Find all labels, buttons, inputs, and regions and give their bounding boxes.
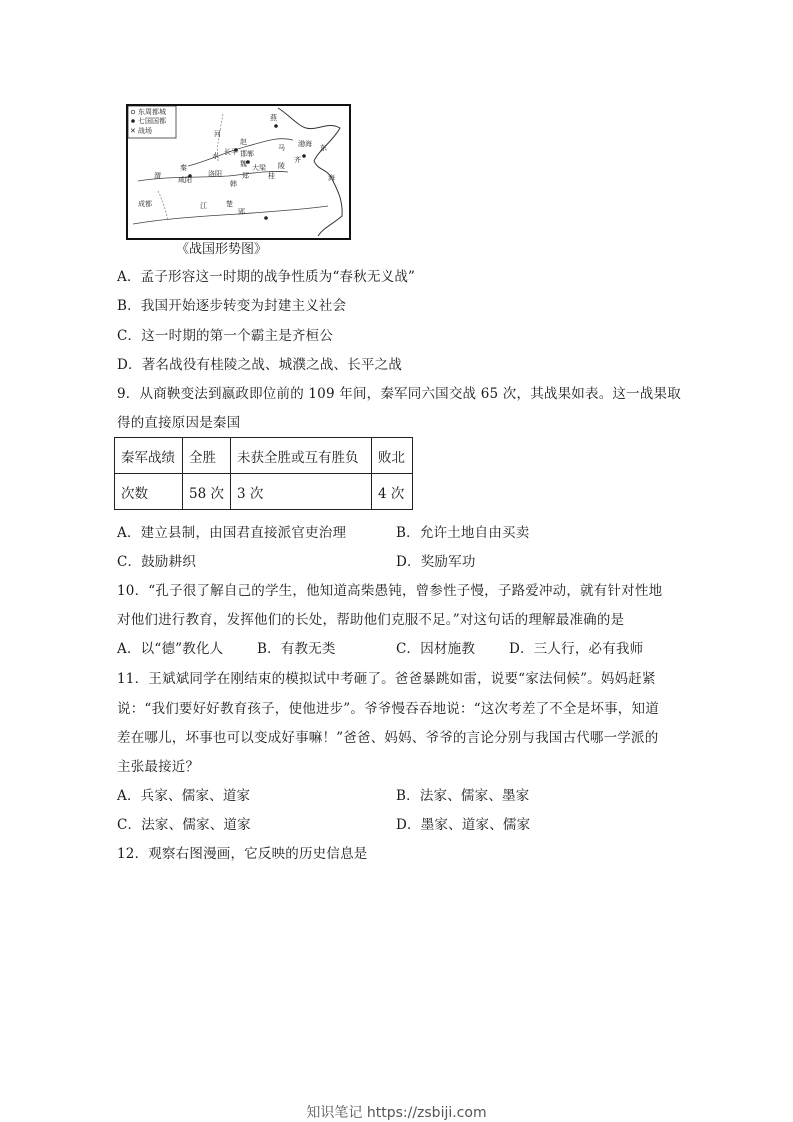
- svg-text:海: 海: [328, 174, 335, 182]
- table-cell: 58 次: [183, 474, 231, 510]
- table-row: [115, 474, 413, 510]
- svg-text:咸阳: 咸阳: [178, 176, 192, 184]
- svg-text:成都: 成都: [138, 200, 152, 208]
- q10-option-d: D．三人行，必有我师: [509, 641, 644, 657]
- q10-stem-line1: 10．“孔子很了解自己的学生，他知道高柴愚钝，曾参性子慢，子路爱冲动，就有针对性地: [117, 583, 663, 599]
- table-row: [115, 438, 413, 474]
- q9-result-table: [114, 437, 413, 510]
- map-illustration: [128, 106, 349, 238]
- svg-text:水: 水: [212, 152, 219, 160]
- q9-stem-line1: 9．从商鞅变法到嬴政即位前的 109 年间，秦军同六国交战 65 次，其战果如表。这一战果取: [117, 386, 681, 402]
- svg-text:桂: 桂: [268, 172, 275, 180]
- map-caption: 《战国形势图》: [176, 242, 268, 257]
- table-cell: 未获全胜或互有胜负: [230, 438, 371, 474]
- q10-option-c: C．因材施教: [396, 641, 476, 657]
- q9-stem-line2: 得的直接原因是秦国: [117, 415, 241, 431]
- q11-option-a: A．兵家、儒家、道家: [117, 788, 251, 804]
- q10-option-a: A．以“德”教化人: [117, 641, 224, 657]
- svg-text:河: 河: [214, 130, 221, 138]
- q11-stem-line4: 主张最接近？: [117, 759, 200, 775]
- svg-text:赵: 赵: [240, 138, 247, 146]
- svg-text:渤海: 渤海: [298, 140, 312, 148]
- q9-option-d: D．奖励军功: [396, 554, 476, 570]
- svg-text:渭: 渭: [154, 172, 161, 180]
- svg-text:邯郸: 邯郸: [240, 150, 254, 158]
- q8-option-a: A．孟子形容这一时期的战争性质为“春秋无义战”: [117, 269, 416, 285]
- svg-text:郑: 郑: [242, 172, 249, 180]
- legend-east-zhou: 东周都城: [138, 108, 166, 116]
- warring-states-map: [126, 104, 351, 240]
- q8-option-b: B．我国开始逐步转变为封建主义社会: [117, 298, 347, 314]
- svg-text:大梁: 大梁: [252, 164, 266, 172]
- svg-text:陵: 陵: [278, 162, 285, 170]
- svg-text:燕: 燕: [270, 114, 277, 122]
- legend-battlefield: 战场: [138, 127, 152, 135]
- svg-text:秦: 秦: [180, 164, 187, 172]
- q12-stem: 12．观察右图漫画，它反映的历史信息是: [117, 846, 368, 862]
- q10-option-b: B．有教无类: [257, 641, 336, 657]
- q11-option-d: D．墨家、道家、儒家: [396, 817, 531, 833]
- svg-text:洛阳: 洛阳: [208, 170, 222, 178]
- svg-text:齐: 齐: [294, 156, 301, 164]
- svg-text:魏: 魏: [240, 160, 247, 168]
- q9-option-b: B．允许土地自由买卖: [396, 525, 530, 541]
- svg-text:✕: ✕: [130, 127, 136, 135]
- footer-watermark: 知识笔记 https://zsbiji.com: [306, 1105, 487, 1121]
- svg-text:江: 江: [200, 202, 207, 210]
- svg-text:长平: 长平: [224, 148, 238, 156]
- q11-stem-line1: 11．王斌斌同学在刚结束的模拟试中考砸了。爸爸暴跳如雷，说要“家法伺候”。妈妈赶紧: [117, 671, 656, 687]
- svg-text:东: 东: [320, 144, 327, 152]
- table-cell: 全胜: [183, 438, 231, 474]
- q10-stem-line2: 对他们进行教育，发挥他们的长处，帮助他们克服不足。”对这句话的理解最准确的是: [117, 612, 625, 628]
- q11-option-c: C．法家、儒家、道家: [117, 817, 251, 833]
- q9-option-c: C．鼓励耕织: [117, 554, 197, 570]
- svg-text:郢: 郢: [238, 208, 245, 216]
- table-cell: 4 次: [371, 474, 412, 510]
- q11-stem-line3: 差在哪儿，坏事也可以变成好事嘛！”爸爸、妈妈、爷爷的言论分别与我国古代哪一学派的: [117, 730, 659, 746]
- q11-stem-line2: 说：“我们要好好教育孩子，使他进步”。爷爷慢吞吞地说：“这次考差了不全是坏事，知道: [117, 701, 659, 717]
- table-cell: 3 次: [230, 474, 371, 510]
- table-cell: 秦军战绩: [115, 438, 183, 474]
- legend-capitals: 七国国都: [138, 117, 166, 125]
- svg-text:韩: 韩: [230, 180, 237, 188]
- q8-option-d: D．著名战役有桂陵之战、城濮之战、长平之战: [117, 357, 403, 373]
- q9-option-a: A．建立县制，由国君直接派官吏治理: [117, 525, 347, 541]
- svg-text:马: 马: [278, 144, 285, 152]
- q11-option-b: B．法家、儒家、墨家: [396, 788, 530, 804]
- table-cell: 次数: [115, 474, 183, 510]
- q8-option-c: C．这一时期的第一个霸主是齐桓公: [117, 328, 334, 344]
- svg-text:楚: 楚: [226, 200, 233, 208]
- table-cell: 败北: [371, 438, 412, 474]
